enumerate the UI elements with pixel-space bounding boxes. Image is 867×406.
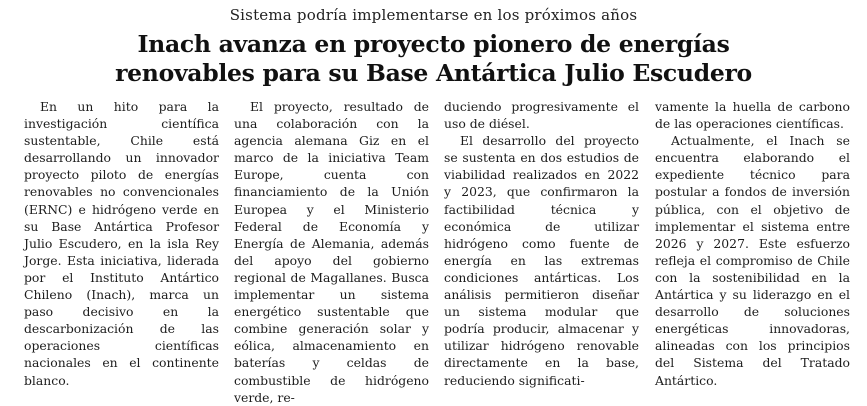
paragraph-continuation: duciendo progresivamente el uso de diésel. [444,99,639,132]
headline-line-1: Inach avanza en proyecto pionero de energías [137,30,730,58]
paragraph: El proyecto, resultado de una colaboración con la agencia alemana Giz en el marco de la iniciativa Team Europe, cuenta con financiamiento de la Unión Europea y el Ministerio Federal de Economía y Energía de Alemania, además del apoyo del gobierno regional de Magallanes. Busca implementar un sistema energético sustentable que combine generación solar y eólica, almacenamiento en baterías y celdas de combustible de hidrógeno verde, re- [234,99,429,405]
article-headline [0,30,867,88]
text-column-4 [655,98,850,389]
paragraph: El desarrollo del proyecto se sustenta en dos estudios de viabilidad realizados en 2022 y 2023, que confirmaron la factibilidad técnica y económica de utilizar hidrógeno como fuente de energía en las extremas condiciones antárticas. Los análisis permitieron diseñar un sistema modular que podría producir, almacenar y utilizar hidrógeno renovable directamente en la base, reduciendo significati- [444,133,639,388]
article-body [24,98,850,405]
text-column-2 [234,98,429,406]
text-column-1 [24,98,219,389]
paragraph-continuation: vamente la huella de carbono de las operaciones científicas. [655,99,850,132]
article-kicker: Sistema podría implementarse en los próximos años [229,6,638,24]
text-column-3 [444,98,639,389]
paragraph: En un hito para la investigación científica sustentable, Chile está desarrollando un innovador proyecto piloto de energías renovables no convencionales (ERNC) e hidrógeno verde en su Base Antártica Profesor Julio Escudero, en la isla Rey Jorge. Esta iniciativa, liderada por el Instituto Antártico Chileno (Inach), marca un paso decisivo en la descarbonización de las operaciones científicas nacionales en el continente blanco. [24,99,219,388]
headline-line-2: renovables para su Base Antártica Julio Escudero [115,59,752,87]
paragraph: Actualmente, el Inach se encuentra elaborando el expediente técnico para postular a fondos de inversión pública, con el objetivo de implementar el sistema entre 2026 y 2027. Este esfuerzo refleja el compromiso de Chile con la sostenibilidad en la Antártica y su liderazgo en el desarrollo de soluciones energéticas innovadoras, alineadas con los principios del Sistema del Tratado Antártico. [655,133,850,388]
